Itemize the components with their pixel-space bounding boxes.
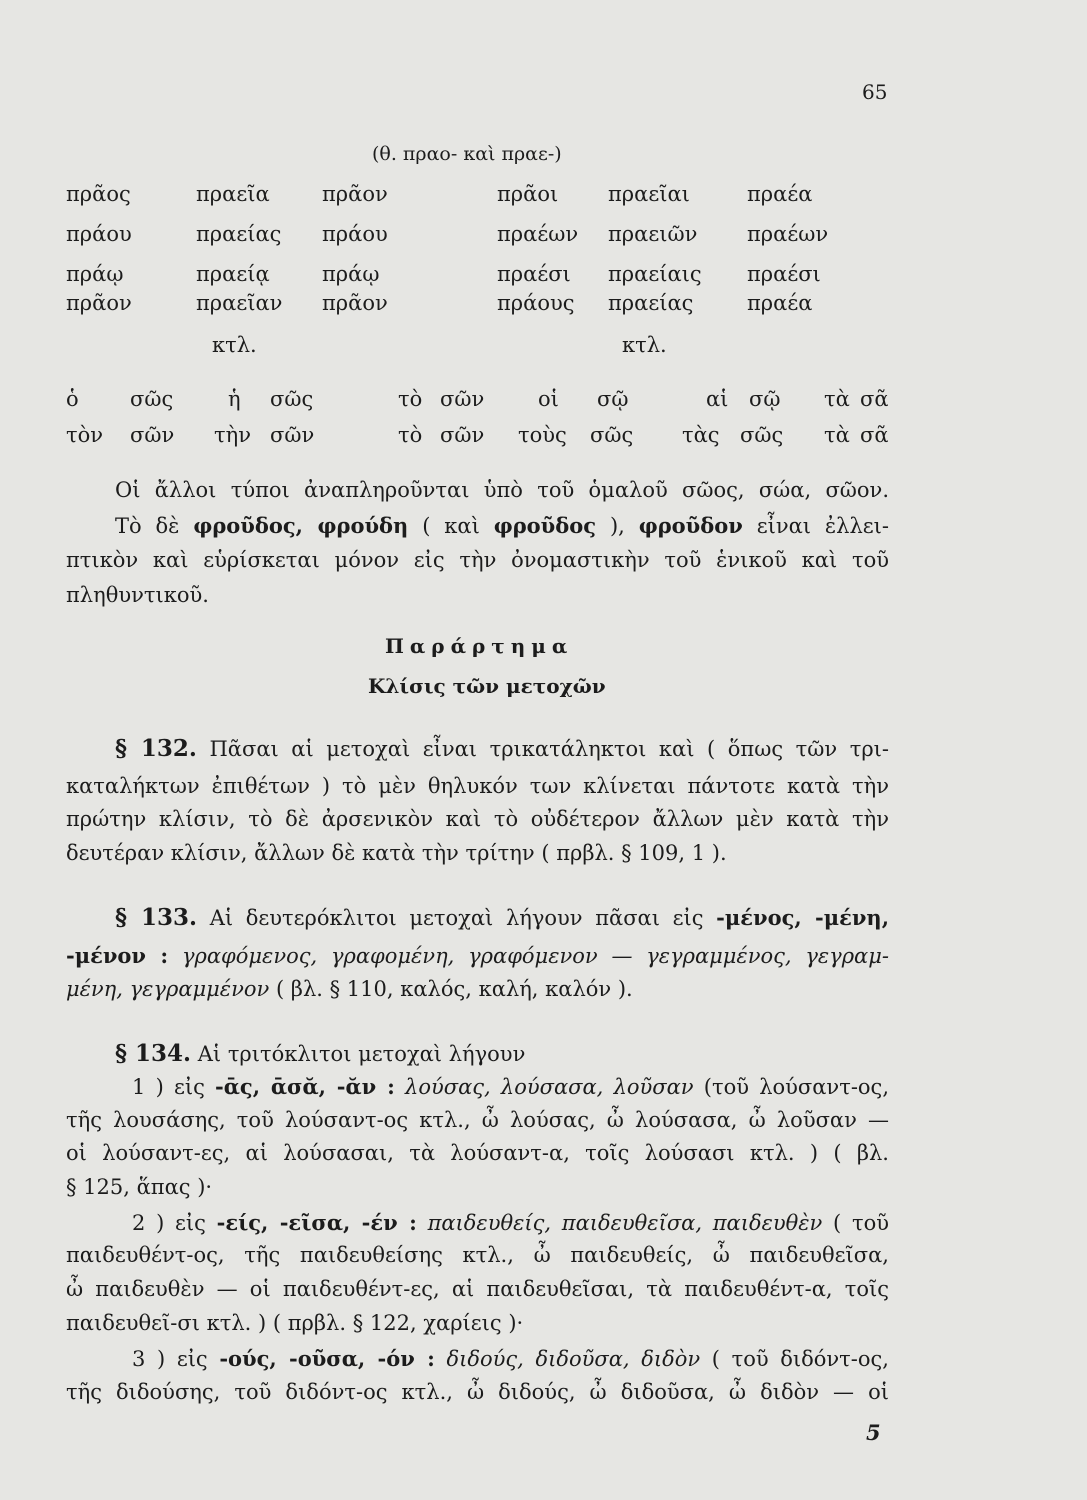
text-run: ),	[596, 514, 639, 538]
appendix-subtitle: Κλίσις τῶν μετοχῶν	[368, 674, 606, 698]
table-cell: σῶς	[270, 387, 314, 411]
bold-term: -ούς, -οῦσα, -όν :	[219, 1346, 435, 1371]
table-cell: πραέα	[747, 291, 813, 315]
s132-line3: πρώτην κλίσιν, τὸ δὲ ἀρσενικὸν καὶ τὸ οὐδέτερον ἄλλων μὲν κατὰ τὴν	[66, 807, 889, 831]
table-cell: πραέσι	[747, 262, 821, 286]
s134-item1-line1	[132, 1074, 889, 1099]
table-cell: πραεῖαι	[608, 182, 690, 206]
table-cell: πρᾶοι	[497, 182, 559, 206]
section-number: § 133.	[115, 904, 198, 931]
para1-line2	[115, 513, 889, 538]
table-cell: σῷ	[749, 387, 781, 411]
table-cell: σῷ	[597, 387, 629, 411]
table-cell: πραείας	[608, 291, 694, 315]
s132-line1	[115, 735, 889, 762]
s134-item2-line4: παιδευθεῖ-σι κτλ. ) ( πρβλ. § 122, χαρίεις )·	[66, 1311, 524, 1335]
table-cell: πραέσι	[497, 262, 571, 286]
table-cell: πράῳ	[322, 262, 380, 286]
table-cell: σᾶ	[860, 387, 889, 411]
para1-line1: Οἱ ἄλλοι τύποι ἀναπληροῦνται ὑπὸ τοῦ ὁμαλοῦ σῶος, σώα, σῶον.	[115, 478, 889, 502]
table-cell: πραείαις	[608, 262, 702, 286]
table-cell: πράου	[66, 222, 132, 246]
table-cell: σῶν	[440, 423, 485, 447]
text-run: Αἱ δευτερόκλιτοι μετοχαὶ λήγουν πᾶσαι εἰς	[197, 906, 717, 930]
table-cell: πραέων	[747, 222, 829, 246]
table-cell: τὰς	[682, 423, 720, 447]
text-run: 3 ) εἰς	[132, 1347, 220, 1371]
table-cell: σῶν	[270, 423, 315, 447]
s133-line1	[115, 904, 889, 931]
table-cell: σῶν	[440, 387, 485, 411]
table-cell: τὰ	[824, 423, 850, 447]
table-cell: σᾶ	[860, 423, 889, 447]
table-cell: πράους	[497, 291, 575, 315]
s134-item1-line4: § 125, ἅπας )·	[66, 1175, 213, 1199]
table-cell: πραεῖα	[196, 182, 270, 206]
para1-line4: πληθυντικοῦ.	[66, 583, 209, 607]
table-cell: πραέων	[497, 222, 579, 246]
bold-term: -ᾱς, ᾱσᾰ, -ᾰν :	[215, 1074, 395, 1099]
s132-line2: καταλήκτων ἐπιθέτων ) τὸ μὲν θηλυκόν των κλίνεται πάντοτε κατὰ τὴν	[66, 774, 889, 798]
bold-term: -είς, -εῖσα, -έν :	[216, 1210, 417, 1235]
table-cell: σῶν	[130, 423, 175, 447]
italic-example: μένη, γεγραμμένον	[66, 977, 270, 1001]
text-run: 1 ) εἰς	[132, 1075, 216, 1099]
italic-example: λούσας, λούσασα, λοῦσαν	[394, 1075, 694, 1099]
text-run: ( καὶ	[408, 514, 494, 538]
s132-line4: δευτέραν κλίσιν, ἄλλων δὲ κατὰ τὴν τρίτην ( πρβλ. § 109, 1 ).	[66, 841, 727, 865]
text-run: 2 ) εἰς	[132, 1211, 217, 1235]
table-cell: πραεῖαν	[196, 291, 283, 315]
appendix-title: Παράρτημα	[385, 634, 574, 658]
table-cell: πρᾶον	[322, 291, 388, 315]
s134-item2-line2: παιδευθέντ-ος, τῆς παιδευθείσης κτλ., ὦ παιδευθείς, ὦ παιδευθεῖσα,	[66, 1243, 889, 1267]
s134-item3-line1	[132, 1346, 889, 1371]
table-cell: τὸν	[66, 423, 104, 447]
italic-example: παιδευθείς, παιδευθεῖσα, παιδευθὲν	[416, 1211, 823, 1235]
table-cell: τοὺς	[518, 423, 567, 447]
table-cell: σῶς	[740, 423, 784, 447]
table-cell: σῶς	[130, 387, 174, 411]
bold-term: -μένον :	[66, 943, 169, 968]
s134-item1-line2: τῆς λουσάσης, τοῦ λούσαντ-ος κτλ., ὦ λούσας, ὦ λούσασα, ὦ λοῦσαν —	[66, 1108, 889, 1132]
ktl-left: κτλ.	[212, 333, 257, 357]
table-cell: πράου	[322, 222, 388, 246]
text-run: ( τοῦ	[822, 1211, 889, 1235]
s134-item3-line2: τῆς διδούσης, τοῦ διδόντ-ος κτλ., ὦ διδούς, ὦ διδοῦσα, ὦ διδὸν — οἱ	[66, 1380, 889, 1404]
table-cell: τὰ	[824, 387, 850, 411]
bold-term: -μένος, -μένη,	[716, 905, 889, 930]
s134-line1	[115, 1040, 889, 1067]
page-number: 65	[862, 80, 888, 104]
table-cell: σῶς	[590, 423, 634, 447]
signature-mark: 5	[866, 1420, 881, 1445]
table-cell: πρᾶον	[66, 291, 132, 315]
text-run: Τὸ δὲ	[115, 514, 194, 538]
table-cell: ὁ	[66, 387, 79, 411]
table-cell: ἡ	[228, 387, 241, 411]
ktl-right: κτλ.	[622, 333, 667, 357]
text-run: ( βλ. § 110, καλός, καλή, καλόν ).	[269, 977, 633, 1001]
table-cell: πραειῶν	[608, 222, 698, 246]
s134-item2-line1	[132, 1210, 889, 1235]
table-cell: πραείας	[196, 222, 282, 246]
section-number: § 132.	[115, 735, 197, 762]
s134-item1-line3: οἱ λούσαντ-ες, αἱ λούσασαι, τὰ λούσαντ-α, τοῖς λούσασι κτλ. ) ( βλ.	[66, 1141, 889, 1165]
table-cell: πραείᾳ	[196, 262, 270, 286]
bold-term: φροῦδος, φρούδη	[193, 513, 409, 538]
section-number: § 134.	[115, 1040, 192, 1067]
italic-example: γραφόμενος, γραφομένη, γραφόμενον — γεγραμμένος, γεγραμ-	[168, 944, 889, 968]
text-run: Πᾶσαι αἱ μετοχαὶ εἶναι τρικατάληκτοι καὶ ( ὅπως τῶν τρι-	[196, 737, 889, 761]
table-cell: οἱ	[538, 387, 559, 411]
italic-example: διδούς, διδοῦσα, διδὸν	[434, 1347, 701, 1371]
table-cell: αἱ	[706, 387, 729, 411]
text-run: (τοῦ λούσαντ-ος,	[693, 1075, 889, 1099]
table-cell: πρᾶος	[66, 182, 131, 206]
table-cell: τὸ	[398, 387, 423, 411]
text-run: ( τοῦ διδόντ-ος,	[700, 1347, 889, 1371]
s133-line3	[66, 977, 889, 1001]
table-cell: πρᾶον	[322, 182, 388, 206]
bold-term: φροῦδον	[638, 513, 743, 538]
text-run: Αἱ τριτόκλιτοι μετοχαὶ λήγουν	[191, 1042, 526, 1066]
table-cell: τὸ	[398, 423, 423, 447]
s134-item2-line3: ὦ παιδευθὲν — οἱ παιδευθέντ-ες, αἱ παιδευθεῖσαι, τὰ παιδευθέντ-α, τοῖς	[66, 1277, 889, 1301]
stem-note: (θ. πραο- καὶ πραε-)	[372, 143, 562, 165]
table-cell: πράῳ	[66, 262, 124, 286]
table-cell: τὴν	[214, 423, 251, 447]
para1-line3: πτικὸν καὶ εὑρίσκεται μόνον εἰς τὴν ὀνομαστικὴν τοῦ ἑνικοῦ καὶ τοῦ	[66, 548, 889, 572]
text-run: εἶναι ἐλλει-	[742, 514, 889, 538]
bold-term: φροῦδος	[493, 513, 597, 538]
s133-line2	[66, 943, 889, 968]
table-cell: πραέα	[747, 182, 813, 206]
